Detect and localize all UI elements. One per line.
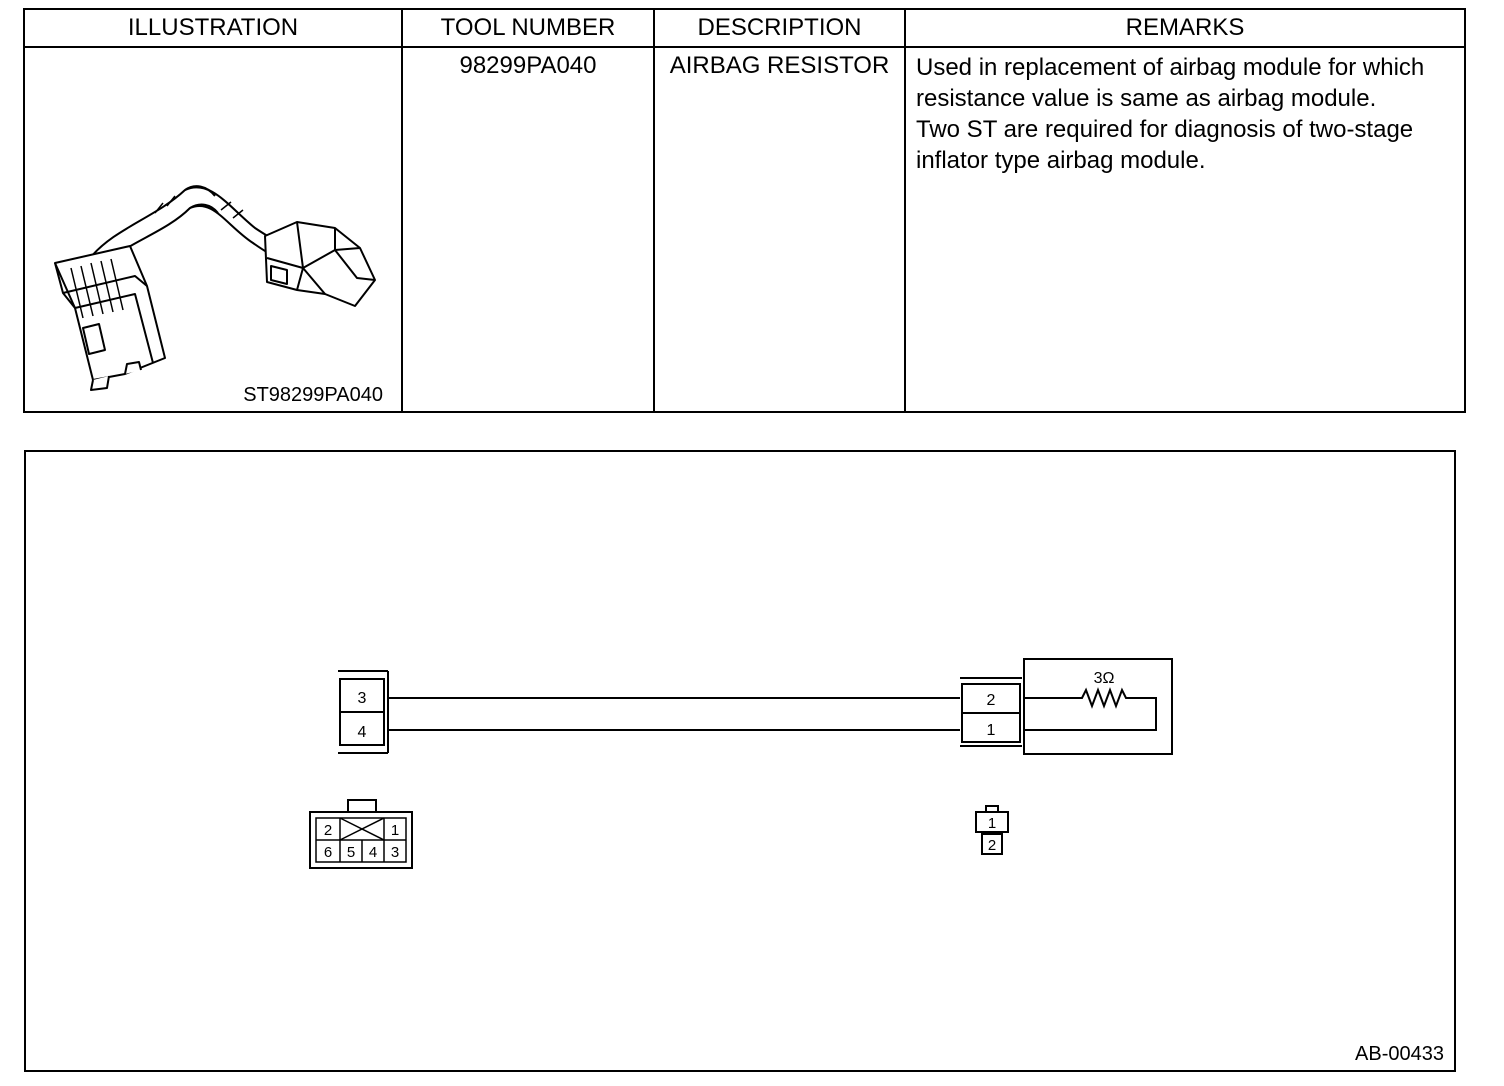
resistor-box — [1024, 659, 1172, 754]
table-header-row — [24, 9, 1465, 47]
special-tool-table — [23, 8, 1466, 413]
description-cell: AIRBAG RESISTOR — [654, 47, 905, 412]
wiring-diagram — [26, 452, 1456, 1072]
table-row — [24, 47, 1465, 412]
face-pin-5: 5 — [346, 844, 356, 861]
harness-wires — [388, 698, 960, 730]
right-connector-face — [976, 806, 1008, 854]
header-remarks: REMARKS — [905, 9, 1465, 47]
face-pin-1: 1 — [390, 822, 400, 839]
right-pin-1: 1 — [986, 722, 996, 739]
figure-id: AB-00433 — [1355, 1043, 1444, 1065]
wiring-diagram-frame — [24, 450, 1456, 1072]
right-face-pin-2: 2 — [987, 837, 997, 854]
illustration-code: ST98299PA040 — [243, 384, 383, 406]
left-pin-4: 4 — [357, 724, 367, 741]
remark-line: resistance value is same as airbag module. — [916, 85, 1377, 112]
right-connector — [960, 678, 1022, 746]
left-connector-face — [310, 800, 412, 868]
remarks-cell — [905, 47, 1465, 412]
header-description: DESCRIPTION — [654, 9, 905, 47]
right-face-pin-1: 1 — [987, 815, 997, 832]
remark-line: Used in replacement of airbag module for which — [916, 54, 1425, 81]
remark-line: inflator type airbag module. — [916, 147, 1206, 174]
face-pin-2: 2 — [323, 822, 333, 839]
illustration-cell — [24, 47, 402, 412]
tool-number-cell: 98299PA040 — [402, 47, 654, 412]
resistor-value-label: 3Ω — [1093, 670, 1115, 687]
right-pin-2: 2 — [986, 692, 996, 709]
face-pin-6: 6 — [323, 844, 333, 861]
left-connector — [338, 671, 388, 753]
airbag-resistor-harness-illustration — [35, 118, 395, 398]
face-pin-4: 4 — [368, 844, 378, 861]
header-tool-number: TOOL NUMBER — [402, 9, 654, 47]
remark-line: Two ST are required for diagnosis of two-stage — [916, 116, 1414, 143]
face-pin-3: 3 — [390, 844, 400, 861]
header-illustration: ILLUSTRATION — [24, 9, 402, 47]
left-pin-3: 3 — [357, 690, 367, 707]
